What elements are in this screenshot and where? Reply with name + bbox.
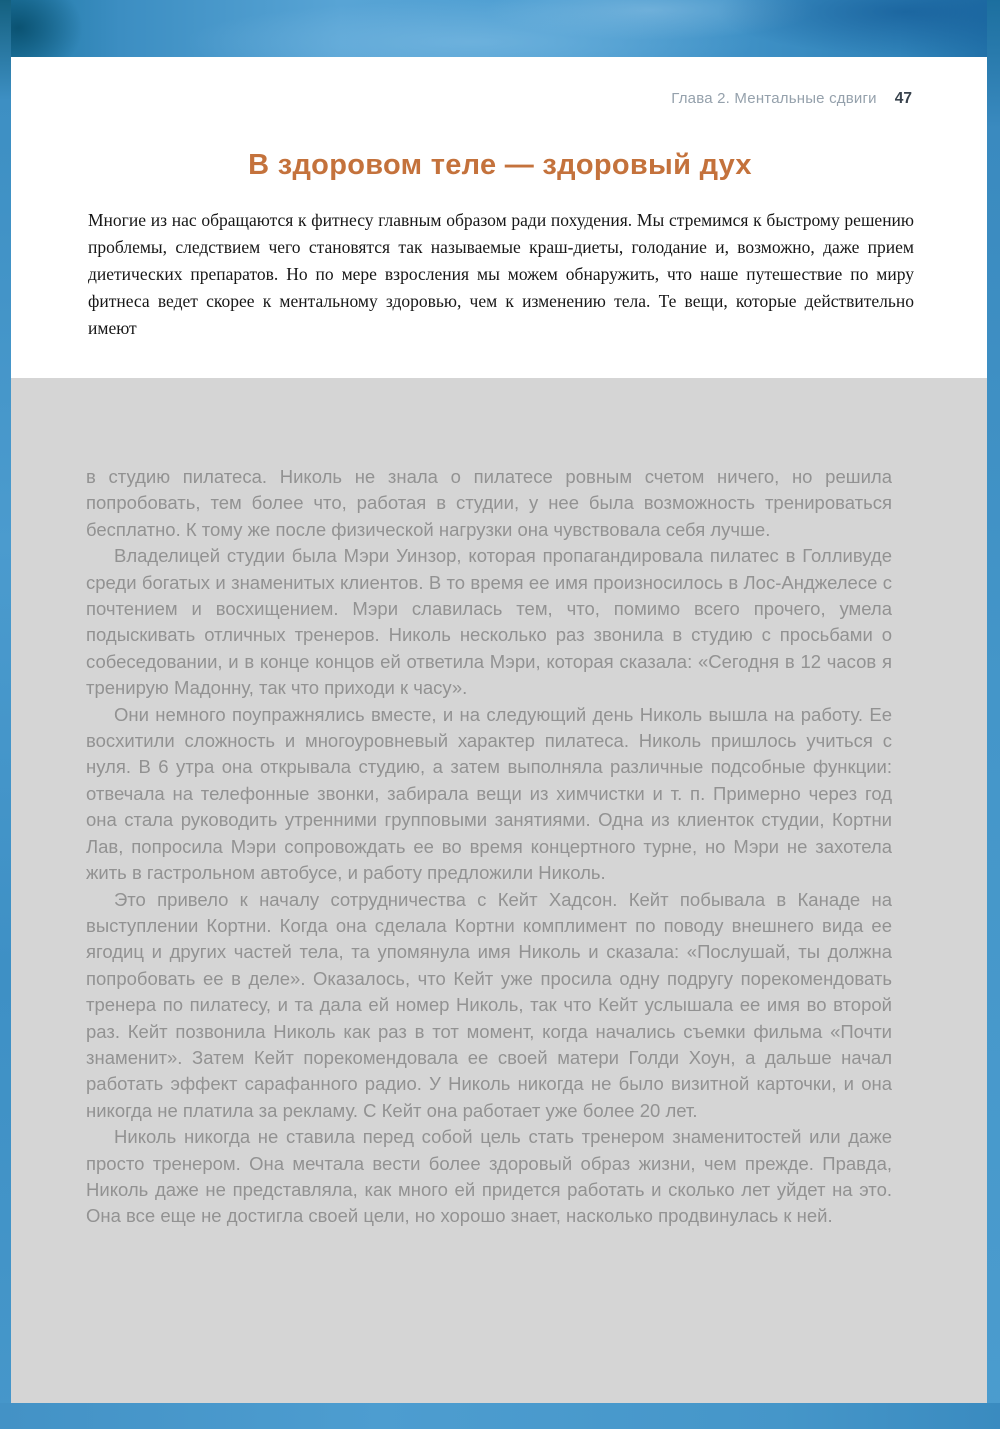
running-head [671, 90, 912, 108]
chapter-label: Глава 2. Ментальные сдвиги [671, 90, 877, 107]
right-watercolor-strip [987, 0, 1000, 1429]
paragraph: Владелицей студии была Мэри Уинзор, которая пропагандировала пилатес в Голливуде среди богатых и знаменитых клиентов. В то время ее имя произносилось в Лос-Анджелесе с почтением и восхищением. Мэри славилась тем, что, помимо всего прочего, умела подыскивать отличных тренеров. Николь несколько раз звонила в студию с просьбами о собеседовании, и в конце концов ей ответила Мэри, которая сказала: «Сегодня в 12 часов я тренирую Мадонну, так что приходи к часу». [86, 545, 892, 699]
top-watercolor-band [0, 0, 1000, 57]
paragraph: Николь никогда не ставила перед собой цель стать тренером знаменитостей или даже просто тренером. Она мечтала вести более здоровый образ жизни, чем прежде. Правда, Николь даже не представляла, как много ей придется работать и сколько лет уйдет на это. Она все еще не достигла своей цели, но хорошо знает, насколько продвинулась к ней. [86, 1126, 892, 1227]
paragraph: Они немного поупражнялись вместе, и на следующий день Николь вышла на работу. Ее восхитили сложность и многоуровневый характер пилатеса. Николь пришлось учиться с нуля. В 6 утра она открывала студию, а затем выполняла различные подсобные функции: отвечала на телефонные звонки, забирала вещи из химчистки и т. п. Примерно через год она стала руководить утренними групповыми занятиями. Одна из клиенток студии, Кортни Лав, попросила Мэри сопровождать ее во время концертного турне, но Мэри не захотела жить в гастрольном автобусе, и работу предложили Николь. [86, 703, 892, 884]
gray-text-panel [11, 378, 987, 1403]
left-watercolor-strip [0, 0, 11, 1429]
bottom-watercolor-band [0, 1403, 1000, 1429]
body-text-block [86, 464, 892, 1230]
paragraph: Это привело к началу сотрудничества с Кейт Хадсон. Кейт побывала в Канаде на выступлении Кортни. Когда она сделала Кортни комплимент по поводу внешнего вида ее ягодиц и других частей тела, та упомянула имя Николь и сказала: «Послушай, ты должна попробовать ее в деле». Оказалось, что Кейт уже просила одну подругу порекомендовать тренера по пилатесу, и та дала ей номер Николь, так что Кейт услышала ее имя во второй раз. Кейт позвонила Николь как раз в тот момент, когда начались съемки фильма «Почти знаменит». Затем Кейт порекомендовала ее своей матери Голди Хоун, а дальше начал работать эффект сарафанного радио. У Николь никогда не было визитной карточки, и она никогда не платила за рекламу. С Кейт она работает уже более 20 лет. [86, 888, 892, 1121]
intro-paragraph: Многие из нас обращаются к фитнесу главным образом ради похудения. Мы стремимся к быстрому решению проблемы, следствием чего становятся так называемые краш-диеты, голодание и, возможно, даже прием диетических препаратов. Но по мере взросления мы можем обнаружить, что наше путешествие по миру фитнеса ведет скорее к ментальному здоровью, чем к изменению тела. Те вещи, которые действительно имеют [88, 210, 914, 338]
page-number: 47 [894, 90, 912, 107]
section-title: В здоровом теле — здоровый дух [248, 149, 752, 181]
paragraph: в студию пилатеса. Николь не знала о пилатесе ровным счетом ничего, но решила попробовать, тем более что, работая в студии, у нее была возможность тренироваться бесплатно. К тому же после физической нагрузки она чувствовала себя лучше. [86, 466, 892, 540]
